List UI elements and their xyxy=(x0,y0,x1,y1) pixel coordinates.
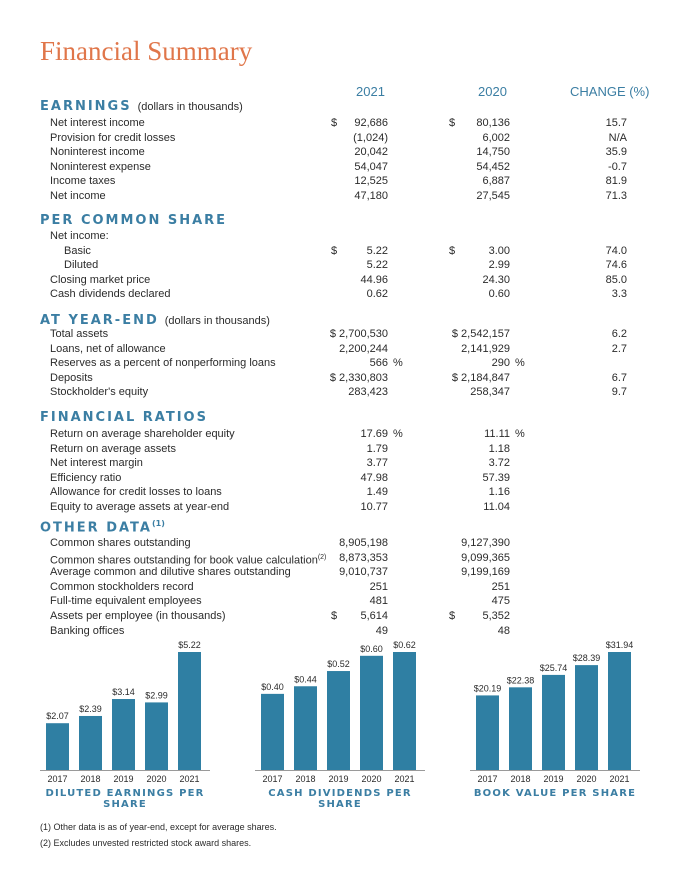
chart-tick-label: 2019 xyxy=(113,774,134,784)
table-row xyxy=(0,500,680,514)
value-change: 35.9 xyxy=(605,146,627,159)
table-row xyxy=(0,385,680,399)
row-label: Provision for credit losses xyxy=(50,131,176,144)
value-change: 71.3 xyxy=(605,190,627,202)
table-row xyxy=(0,258,680,272)
chart-book-value-svg xyxy=(470,636,640,786)
row-label: Closing market price xyxy=(50,273,151,286)
value-change: 15.7 xyxy=(605,117,627,129)
chart-data-label: $5.22 xyxy=(178,640,201,650)
section-heading-year-end xyxy=(40,313,270,328)
chart-bar xyxy=(608,652,631,770)
value-change: 85.0 xyxy=(605,273,627,286)
section-title: OTHER DATA xyxy=(40,520,152,536)
value-2021: 251 xyxy=(369,580,388,593)
value-2021: 92,686 xyxy=(354,117,388,129)
chart-data-label: $2.99 xyxy=(145,690,168,701)
chart-book-value xyxy=(470,636,640,791)
value-2020: 9,099,365 xyxy=(461,551,510,564)
table-row xyxy=(0,342,680,356)
column-header-2021: 2021 xyxy=(356,84,385,99)
value-change: N/A xyxy=(608,131,627,144)
table-row xyxy=(0,609,680,623)
chart-bar xyxy=(393,652,416,770)
row-label: Cash dividends declared xyxy=(50,288,171,301)
value-2021: 2,200,244 xyxy=(339,342,388,355)
value-2020: 2.99 xyxy=(488,259,510,272)
percent-sign-2020: % xyxy=(515,428,525,440)
currency-2021: $ xyxy=(331,117,338,129)
chart-tick-label: 2018 xyxy=(80,774,101,784)
chart-bar xyxy=(542,675,565,770)
chart-data-label: $28.39 xyxy=(572,653,601,664)
chart-title-cash-dividends: CASH DIVIDENDS PER SHARE xyxy=(268,788,412,810)
row-label: Net income: xyxy=(50,230,109,242)
row-label: Stockholder's equity xyxy=(50,386,149,399)
chart-bar xyxy=(145,702,168,770)
value-2021: 0.62 xyxy=(366,288,388,301)
value-2021: 1.49 xyxy=(366,486,388,499)
row-label-text: Common shares outstanding for book value calculation xyxy=(50,554,318,567)
row-label: Return on average shareholder equity xyxy=(50,428,235,440)
section-note: (dollars in thousands) xyxy=(137,101,243,113)
chart-tick-label: 2018 xyxy=(295,774,316,784)
value-2021: 5.22 xyxy=(366,244,388,257)
value-2020: 290 xyxy=(491,357,510,370)
chart-tick-label: 2021 xyxy=(394,774,415,784)
chart-tick-label: 2021 xyxy=(609,774,630,784)
table-row xyxy=(0,229,680,243)
chart-tick-label: 2020 xyxy=(146,774,167,784)
row-label: Average common and dilutive shares outstanding xyxy=(50,566,291,579)
row-label: Return on average assets xyxy=(50,442,176,455)
value-2021: 5.22 xyxy=(366,259,388,272)
value-2020: 2,141,929 xyxy=(461,342,510,355)
chart-cash-dividends xyxy=(255,636,425,791)
section-title: AT YEAR-END xyxy=(40,313,159,328)
row-label: Deposits xyxy=(50,371,93,384)
chart-data-label: $25.74 xyxy=(539,662,568,673)
value-change: 9.7 xyxy=(611,386,627,399)
chart-title-book-value: BOOK VALUE PER SHARE xyxy=(473,788,637,799)
footnote-marker: (2) xyxy=(317,553,327,561)
percent-sign-2021: % xyxy=(393,428,403,440)
value-2020: 6,887 xyxy=(482,175,510,188)
value-2021: $ 2,330,803 xyxy=(329,371,388,384)
chart-bar xyxy=(46,723,69,770)
value-2020: 0.60 xyxy=(488,288,510,301)
row-label: Efficiency ratio xyxy=(50,471,122,484)
row-label: Noninterest income xyxy=(50,146,145,159)
column-header-2020: 2020 xyxy=(478,84,507,99)
chart-tick-label: 2019 xyxy=(543,774,564,784)
value-2021: 20,042 xyxy=(354,146,388,159)
value-2021: (1,024) xyxy=(353,131,388,144)
value-2020: 3.72 xyxy=(488,457,510,470)
value-change: 81.9 xyxy=(605,175,627,188)
value-2021: 54,047 xyxy=(354,160,388,173)
table-row xyxy=(0,485,680,499)
chart-bar xyxy=(360,656,383,770)
chart-tick-label: 2021 xyxy=(179,774,200,784)
chart-tick-label: 2019 xyxy=(328,774,349,784)
value-2020: 9,127,390 xyxy=(461,537,510,549)
value-2020: 9,199,169 xyxy=(461,566,510,579)
table-row xyxy=(0,471,680,485)
row-label: Diluted xyxy=(64,259,99,272)
value-2021: 8,873,353 xyxy=(339,551,388,564)
chart-bar xyxy=(261,694,284,770)
value-2021: 49 xyxy=(375,624,388,637)
currency-2021: $ xyxy=(331,244,338,257)
chart-data-label: $0.60 xyxy=(360,643,383,654)
chart-data-label: $2.07 xyxy=(46,711,69,722)
section-title: PER COMMON SHARE xyxy=(40,213,228,228)
chart-bar xyxy=(294,686,317,770)
column-header-change: CHANGE (%) xyxy=(570,84,650,99)
row-label: Loans, net of allowance xyxy=(50,342,166,355)
value-2020: 57.39 xyxy=(482,471,510,484)
table-row xyxy=(0,442,680,456)
chart-bar xyxy=(575,665,598,770)
value-2020: 11.11 xyxy=(484,428,510,440)
value-2020: 258,347 xyxy=(470,386,510,399)
value-change: -0.7 xyxy=(608,160,627,173)
table-row xyxy=(0,580,680,594)
section-heading-other-data xyxy=(40,519,165,535)
value-2021: 12,525 xyxy=(354,175,388,188)
currency-2020: $ xyxy=(449,610,456,622)
chart-tick-label: 2020 xyxy=(576,774,597,784)
chart-title-diluted-eps: DILUTED EARNINGS PER SHARE xyxy=(45,788,205,810)
value-change: 2.7 xyxy=(611,342,627,355)
chart-tick-label: 2020 xyxy=(361,774,382,784)
chart-bar xyxy=(476,695,499,770)
table-row xyxy=(0,116,680,130)
value-2021: 481 xyxy=(369,595,388,608)
table-row xyxy=(0,565,680,579)
section-title: EARNINGS xyxy=(40,99,132,114)
value-2021: 44.96 xyxy=(360,273,388,286)
row-label: Basic xyxy=(64,244,91,257)
value-2020: 24.30 xyxy=(482,273,510,286)
value-change: 74.0 xyxy=(605,244,627,257)
chart-bar xyxy=(327,671,350,770)
table-row xyxy=(0,551,680,565)
row-label: Equity to average assets at year-end xyxy=(50,501,230,513)
row-label: Common stockholders record xyxy=(50,580,194,593)
value-2021: 5,614 xyxy=(360,610,388,622)
value-2020: $ 2,542,157 xyxy=(451,328,510,340)
section-heading-per-share xyxy=(40,213,227,228)
value-2021: 17.69 xyxy=(360,428,388,440)
chart-diluted-eps-svg xyxy=(40,636,210,786)
row-label: Common shares outstanding xyxy=(50,537,191,549)
section-heading-earnings xyxy=(40,99,243,114)
table-row xyxy=(0,594,680,608)
row-label: Net interest margin xyxy=(50,457,143,470)
table-row xyxy=(0,327,680,341)
row-label: Reserves as a percent of nonperforming loans xyxy=(50,357,276,370)
value-2020: 27,545 xyxy=(476,190,510,202)
table-row xyxy=(0,456,680,470)
footnote-marker: (1) xyxy=(151,519,165,528)
value-2021: 47.98 xyxy=(360,471,388,484)
chart-tick-label: 2017 xyxy=(47,774,68,784)
chart-data-label: $0.62 xyxy=(393,640,416,650)
table-row xyxy=(0,356,680,370)
percent-sign-2020: % xyxy=(515,357,525,370)
value-2021: 1.79 xyxy=(366,442,388,455)
row-label: Assets per employee (in thousands) xyxy=(50,610,226,622)
table-row xyxy=(0,244,680,258)
value-2021: 283,423 xyxy=(348,386,388,399)
value-2021: 10.77 xyxy=(360,501,388,513)
value-2020: 3.00 xyxy=(488,244,510,257)
chart-tick-label: 2018 xyxy=(510,774,531,784)
chart-data-label: $0.52 xyxy=(327,659,350,670)
chart-tick-label: 2017 xyxy=(477,774,498,784)
value-2020: 6,002 xyxy=(482,131,510,144)
chart-bar xyxy=(79,716,102,770)
currency-2020: $ xyxy=(449,244,456,257)
chart-bar xyxy=(112,699,135,770)
value-2020: 1.16 xyxy=(488,486,510,499)
value-2020: 251 xyxy=(491,580,510,593)
value-2020: 1.18 xyxy=(488,442,510,455)
value-change: 74.6 xyxy=(605,259,627,272)
row-label: Allowance for credit losses to loans xyxy=(50,486,222,499)
value-2020: 54,452 xyxy=(476,160,510,173)
value-2021: $ 2,700,530 xyxy=(329,328,388,340)
page-title: Financial Summary xyxy=(40,36,253,66)
currency-2021: $ xyxy=(331,610,338,622)
row-label: Net interest income xyxy=(50,117,145,129)
value-2020: 14,750 xyxy=(476,146,510,159)
row-label: Noninterest expense xyxy=(50,160,151,173)
value-2021: 47,180 xyxy=(354,190,388,202)
value-2020: $ 2,184,847 xyxy=(451,371,510,384)
table-row xyxy=(0,273,680,287)
footnote-1: (1) Other data is as of year-end, except for average shares. xyxy=(40,822,277,832)
value-2021: 566 xyxy=(369,357,388,370)
percent-sign-2021: % xyxy=(393,357,403,370)
chart-data-label: $0.40 xyxy=(261,681,284,692)
chart-data-label: $22.38 xyxy=(506,675,535,686)
row-label: Full-time equivalent employees xyxy=(50,595,202,608)
table-row xyxy=(0,160,680,174)
chart-data-label: $0.44 xyxy=(294,674,317,685)
value-2020: 48 xyxy=(497,624,510,637)
value-change: 6.2 xyxy=(611,328,627,340)
chart-data-label: $2.39 xyxy=(79,703,102,714)
value-2020: 475 xyxy=(491,595,510,608)
section-title: FINANCIAL RATIOS xyxy=(40,410,208,425)
table-row xyxy=(0,131,680,145)
value-2021: 8,905,198 xyxy=(339,537,388,549)
table-row xyxy=(0,427,680,441)
chart-bar xyxy=(178,652,201,770)
chart-data-label: $20.19 xyxy=(473,683,502,694)
chart-tick-label: 2017 xyxy=(262,774,283,784)
value-change: 3.3 xyxy=(611,288,627,301)
row-label: Total assets xyxy=(50,328,109,340)
table-row xyxy=(0,287,680,301)
section-note: (dollars in thousands) xyxy=(164,315,270,327)
table-row xyxy=(0,174,680,188)
section-heading-ratios xyxy=(40,410,208,425)
chart-data-label: $31.94 xyxy=(605,640,634,650)
chart-diluted-eps xyxy=(40,636,210,791)
table-row xyxy=(0,189,680,203)
value-2021: 9,010,737 xyxy=(339,566,388,579)
row-label: Income taxes xyxy=(50,175,116,188)
row-label: Banking offices xyxy=(50,624,125,637)
value-change: 6.7 xyxy=(611,371,627,384)
currency-2020: $ xyxy=(449,117,456,129)
chart-data-label: $3.14 xyxy=(112,687,135,698)
table-row xyxy=(0,371,680,385)
value-2020: 80,136 xyxy=(476,117,510,129)
value-2021: 3.77 xyxy=(366,457,388,470)
footnote-2: (2) Excludes unvested restricted stock award shares. xyxy=(40,838,252,848)
chart-cash-dividends-svg xyxy=(255,636,425,786)
chart-bar xyxy=(509,687,532,770)
table-row xyxy=(0,536,680,550)
table-row xyxy=(0,145,680,159)
row-label: Net income xyxy=(50,190,106,202)
value-2020: 5,352 xyxy=(482,610,510,622)
value-2020: 11.04 xyxy=(483,501,510,513)
